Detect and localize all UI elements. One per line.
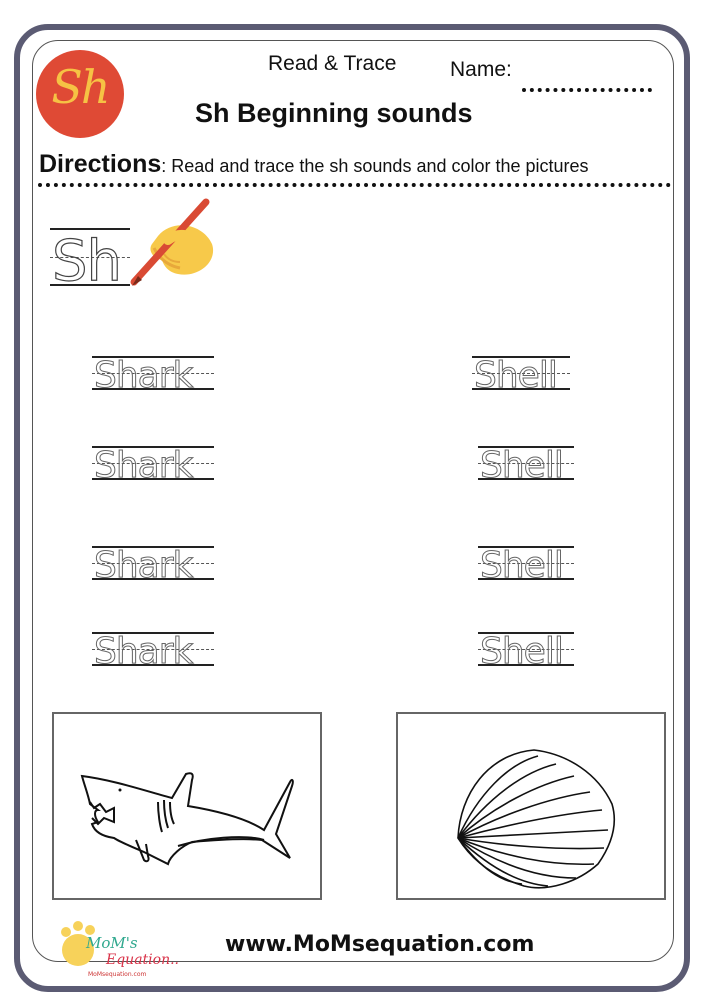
trace-shell-3 xyxy=(478,545,574,586)
trace-word: Shark xyxy=(94,355,193,396)
read-trace-label: Read & Trace xyxy=(268,52,397,75)
shell-picture-box xyxy=(396,712,666,900)
dotted-divider xyxy=(38,183,671,187)
trace-word: Shark xyxy=(94,545,193,586)
footer-url[interactable]: www.MoMsequation.com xyxy=(225,932,535,957)
directions xyxy=(39,150,589,179)
shark-icon xyxy=(54,714,320,898)
trace-word: Shark xyxy=(94,445,193,486)
shark-picture-box xyxy=(52,712,322,900)
trace-shell-2 xyxy=(478,445,574,486)
trace-shell-4 xyxy=(478,631,574,672)
page-title: Sh Beginning sounds xyxy=(195,98,473,128)
svg-text:MoMsequation.com: MoMsequation.com xyxy=(88,971,147,978)
trace-word: Shell xyxy=(480,631,563,672)
directions-colon: : xyxy=(161,156,167,176)
trace-word: Shark xyxy=(94,631,193,672)
trace-shark-2 xyxy=(92,445,214,486)
trace-word: Sh xyxy=(52,229,122,294)
trace-word: Shell xyxy=(480,545,563,586)
svg-text:MoM's: MoM's xyxy=(86,934,138,952)
trace-shark-3 xyxy=(92,545,214,586)
directions-text: Read and trace the sh sounds and color the pictures xyxy=(166,156,589,176)
trace-shark-1 xyxy=(92,355,214,396)
name-field-line[interactable] xyxy=(522,88,652,92)
sh-logo-text: Sh xyxy=(51,60,109,114)
trace-shark-4 xyxy=(92,631,214,672)
trace-word: Shell xyxy=(474,355,557,396)
trace-shell-1 xyxy=(472,355,570,396)
moms-equation-logo xyxy=(56,918,186,980)
directions-label: Directions xyxy=(39,150,162,178)
name-label: Name: xyxy=(450,58,512,81)
svg-text:Equation..: Equation.. xyxy=(106,952,179,968)
writing-hand-icon xyxy=(128,196,218,288)
trace-word: Shell xyxy=(480,445,563,486)
sh-logo-badge xyxy=(36,50,124,138)
trace-sh xyxy=(50,228,130,294)
shell-icon xyxy=(398,714,664,898)
